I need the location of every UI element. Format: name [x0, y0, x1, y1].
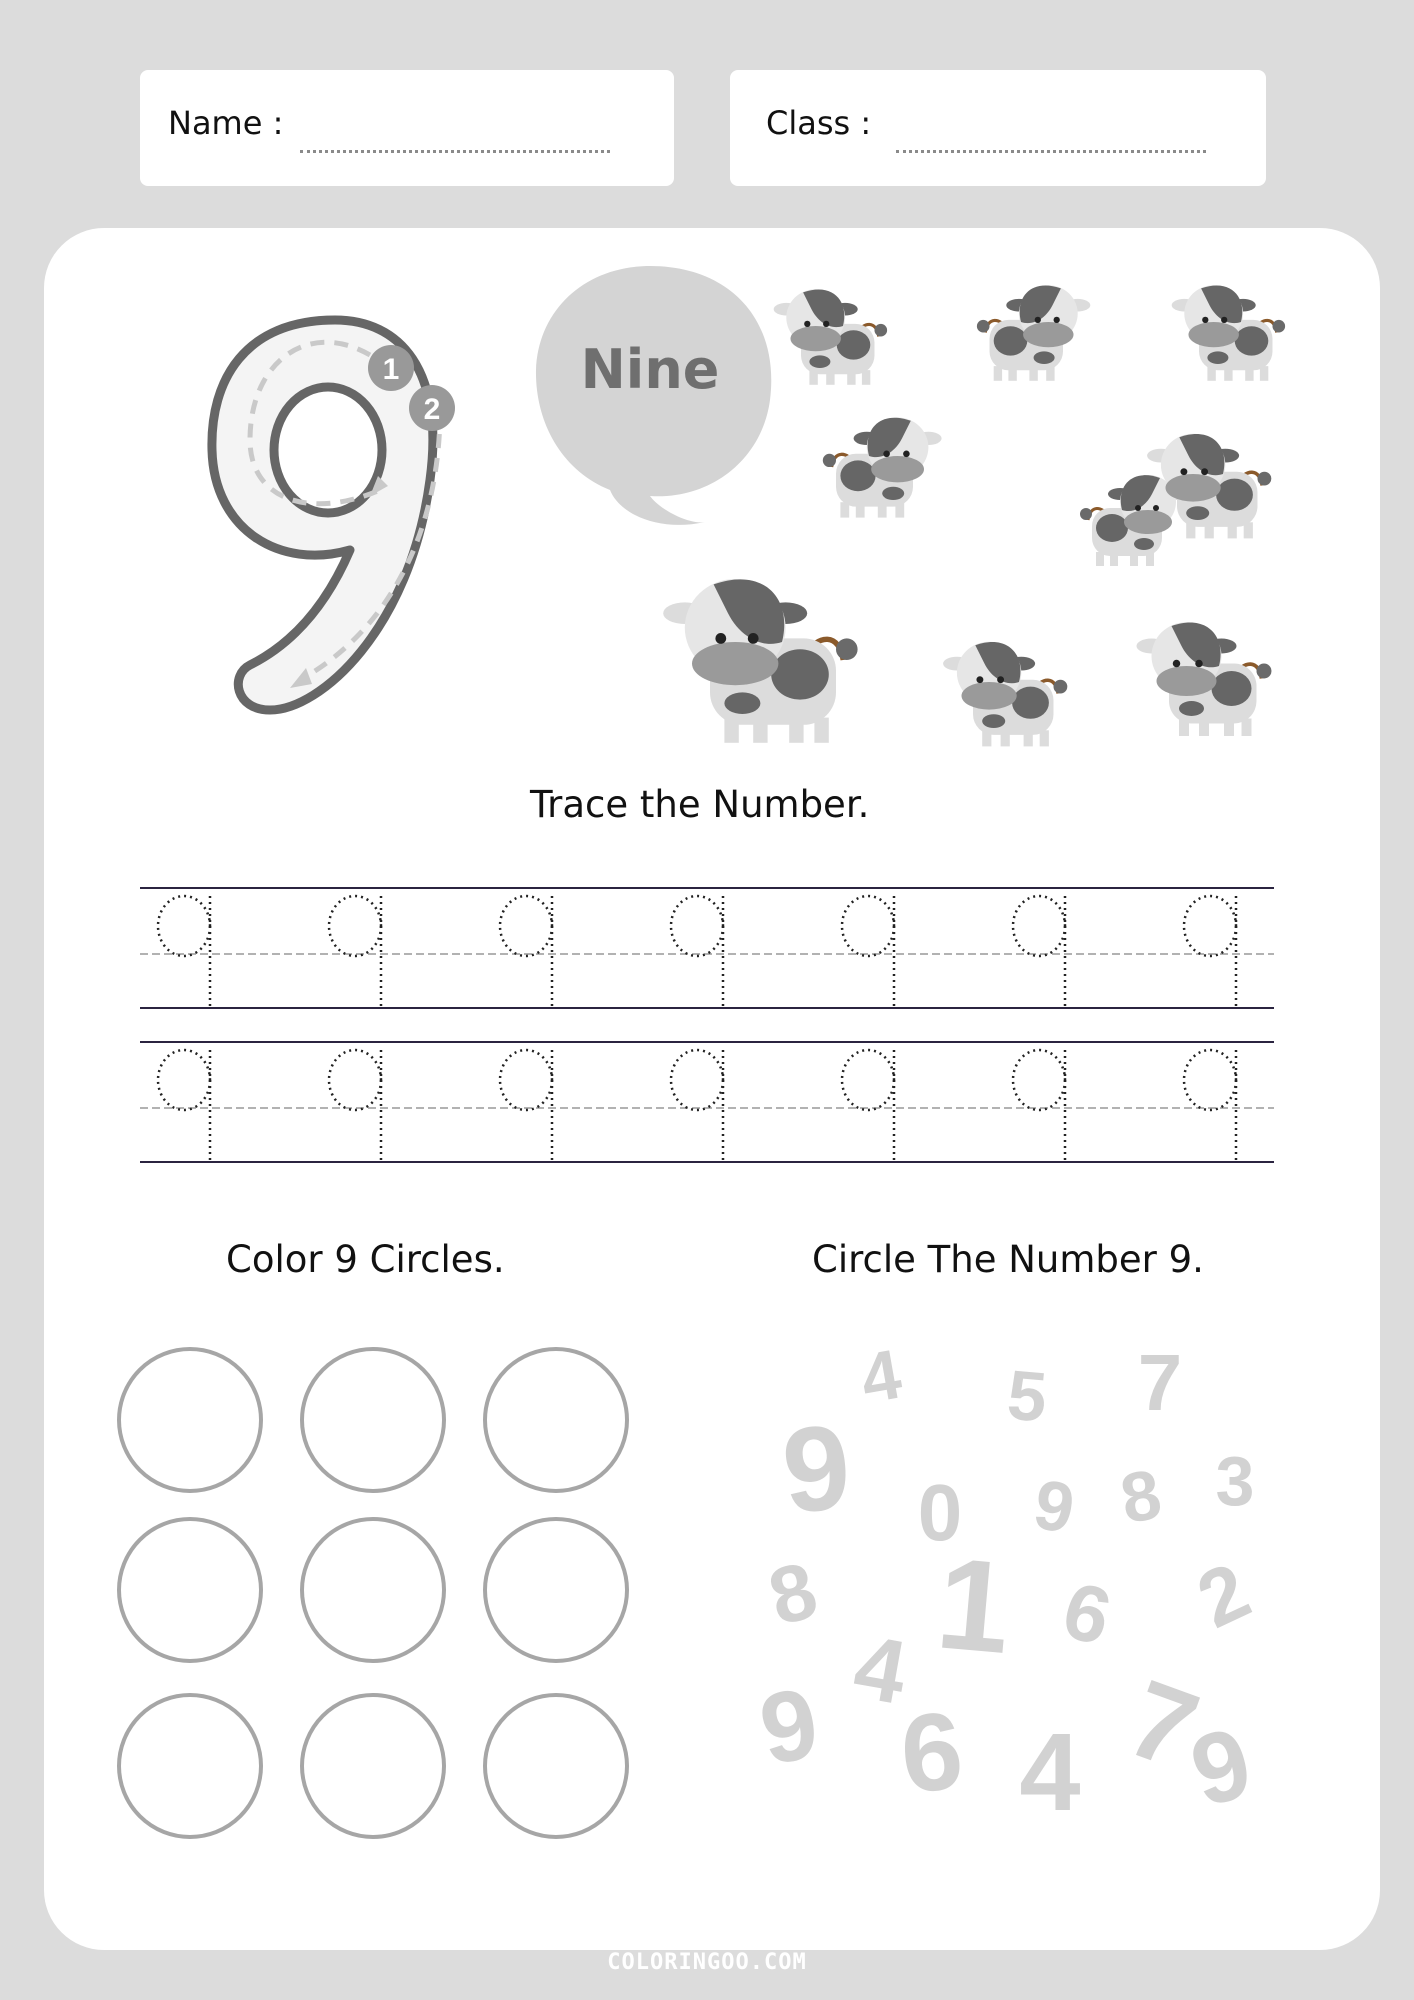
color-circle[interactable] — [302, 1695, 444, 1837]
color-circles-grid — [110, 1330, 670, 1850]
trace-glyph[interactable] — [1013, 896, 1065, 1006]
color-circle[interactable] — [485, 1695, 627, 1837]
number-word: Nine — [580, 338, 720, 401]
scattered-numbers — [750, 1320, 1310, 1880]
trace-glyph[interactable] — [671, 1050, 723, 1160]
scatter-number[interactable]: 2 — [1184, 1545, 1263, 1645]
trace-glyph[interactable] — [158, 896, 210, 1006]
name-label: Name : — [168, 104, 284, 142]
trace-glyph[interactable] — [329, 1050, 381, 1160]
scatter-number[interactable]: 4 — [846, 1616, 914, 1725]
trace-glyph[interactable] — [1013, 1050, 1065, 1160]
scatter-number[interactable]: 9 — [1028, 1464, 1081, 1549]
trace-glyph[interactable] — [500, 1050, 552, 1160]
scatter-number[interactable]: 8 — [759, 1544, 826, 1643]
cow-group — [650, 260, 1370, 800]
trace-heading: Trace the Number. — [530, 783, 870, 826]
name-box — [140, 70, 674, 186]
scatter-number[interactable]: 4 — [854, 1334, 907, 1419]
color-circle[interactable] — [119, 1349, 261, 1491]
scatter-number[interactable]: 8 — [1114, 1454, 1167, 1539]
color-circle[interactable] — [485, 1519, 627, 1661]
footer-brand: COLORINGOO.COM — [607, 1950, 807, 1975]
trace-glyph[interactable] — [1184, 1050, 1236, 1160]
trace-rows — [140, 880, 1274, 1180]
digit-nine-tracing — [190, 300, 490, 720]
scatter-number[interactable]: 9 — [777, 1399, 856, 1539]
class-label: Class : — [766, 104, 872, 142]
scatter-number[interactable]: 0 — [917, 1468, 963, 1557]
scatter-number[interactable]: 1 — [931, 1529, 1017, 1682]
color-circle[interactable] — [119, 1519, 261, 1661]
circle-number-heading: Circle The Number 9. — [812, 1238, 1204, 1281]
color-circle[interactable] — [119, 1695, 261, 1837]
svg-text:1: 1 — [382, 353, 400, 386]
class-box — [730, 70, 1266, 186]
scatter-number[interactable]: 9 — [751, 1666, 827, 1787]
trace-glyph[interactable] — [1184, 896, 1236, 1006]
trace-glyph[interactable] — [329, 896, 381, 1006]
color-circle[interactable] — [302, 1519, 444, 1661]
trace-glyph[interactable] — [671, 896, 723, 1006]
scatter-number[interactable]: 4 — [1019, 1711, 1081, 1834]
svg-text:2: 2 — [423, 393, 441, 426]
name-input-line[interactable] — [300, 150, 610, 153]
color-circle[interactable] — [485, 1349, 627, 1491]
trace-glyph[interactable] — [842, 896, 894, 1006]
scatter-number[interactable]: 7 — [1137, 1338, 1183, 1427]
trace-glyph[interactable] — [158, 1050, 210, 1160]
scatter-number[interactable]: 3 — [1215, 1442, 1255, 1520]
scatter-number[interactable]: 5 — [1004, 1355, 1050, 1437]
color-circles-heading: Color 9 Circles. — [226, 1238, 505, 1281]
scatter-number[interactable]: 6 — [895, 1688, 968, 1817]
trace-glyph[interactable] — [842, 1050, 894, 1160]
scatter-number[interactable]: 9 — [1179, 1705, 1263, 1829]
scatter-number[interactable]: 7 — [1113, 1656, 1213, 1794]
color-circle[interactable] — [302, 1349, 444, 1491]
class-input-line[interactable] — [896, 150, 1206, 153]
step-badge-1 — [368, 345, 414, 391]
step-badge-2 — [409, 385, 455, 431]
trace-glyph[interactable] — [500, 896, 552, 1006]
scatter-number[interactable]: 6 — [1054, 1564, 1121, 1663]
